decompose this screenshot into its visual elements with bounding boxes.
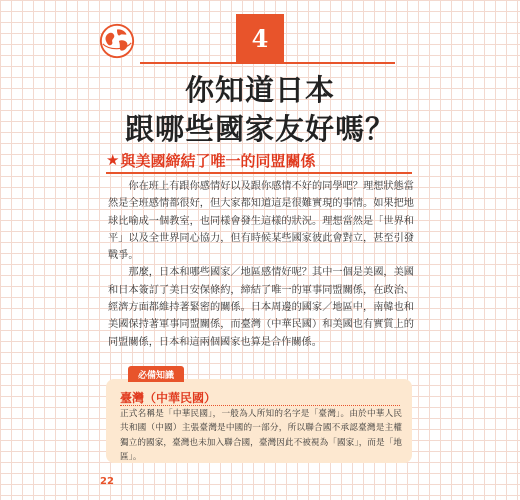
knowledge-tab: 必備知識 xyxy=(128,366,184,382)
knowledge-title: 臺灣（中華民國） xyxy=(120,391,217,405)
section-heading-text: 與美國締結了唯一的同盟關係 xyxy=(120,151,316,170)
globe-icon xyxy=(98,22,136,60)
star-icon: ★ xyxy=(106,151,120,169)
knowledge-text xyxy=(120,407,402,465)
body-text xyxy=(108,178,414,351)
page-title-line-1: 你知道日本 xyxy=(184,73,335,107)
page-title-line-2: 跟哪些國家友好嗎？ xyxy=(124,112,395,146)
knowledge-divider xyxy=(120,405,400,406)
page-number: 22 xyxy=(100,476,114,487)
chapter-number: 4 xyxy=(236,14,284,62)
chapter-rule xyxy=(140,62,395,64)
knowledge-paragraph: 正式名稱是「中華民國」，一般為人所知的名字是「臺灣」。由於中華人民共和國（中國）主張臺灣是中國的一部分，所以聯合國不承認臺灣是主權獨立的國家，臺灣也未加入聯合國，臺灣因此不被視為「國家」，而是「地區」。 xyxy=(120,409,402,463)
section-rule xyxy=(106,172,412,174)
paragraph: 你在班上有跟你感情好以及跟你感情不好的同學吧？理想狀態當然是全班感情都很好，但大家都知道這是很難實現的事情。如果把地球比喻成一個教室，也同樣會發生這樣的狀況。理想當然是「世界和平」以及全世界同心協力，但有時候某些國家彼此會對立，甚至引發戰爭。 xyxy=(108,181,414,262)
paragraph: 那麼，日本和哪些國家／地區感情好呢？其中一個是美國，美國和日本簽訂了美日安保條約，締結了唯一的軍事同盟關係，在政治、經濟方面都維持著緊密的關係。日本周邊的國家／地區中，南韓也和美國保持著軍事同盟關係，而臺灣（中華民國）和美國也有實質上的同盟關係，日本和這兩個國家也算是合作關係。 xyxy=(108,267,414,348)
section-heading xyxy=(106,149,406,171)
